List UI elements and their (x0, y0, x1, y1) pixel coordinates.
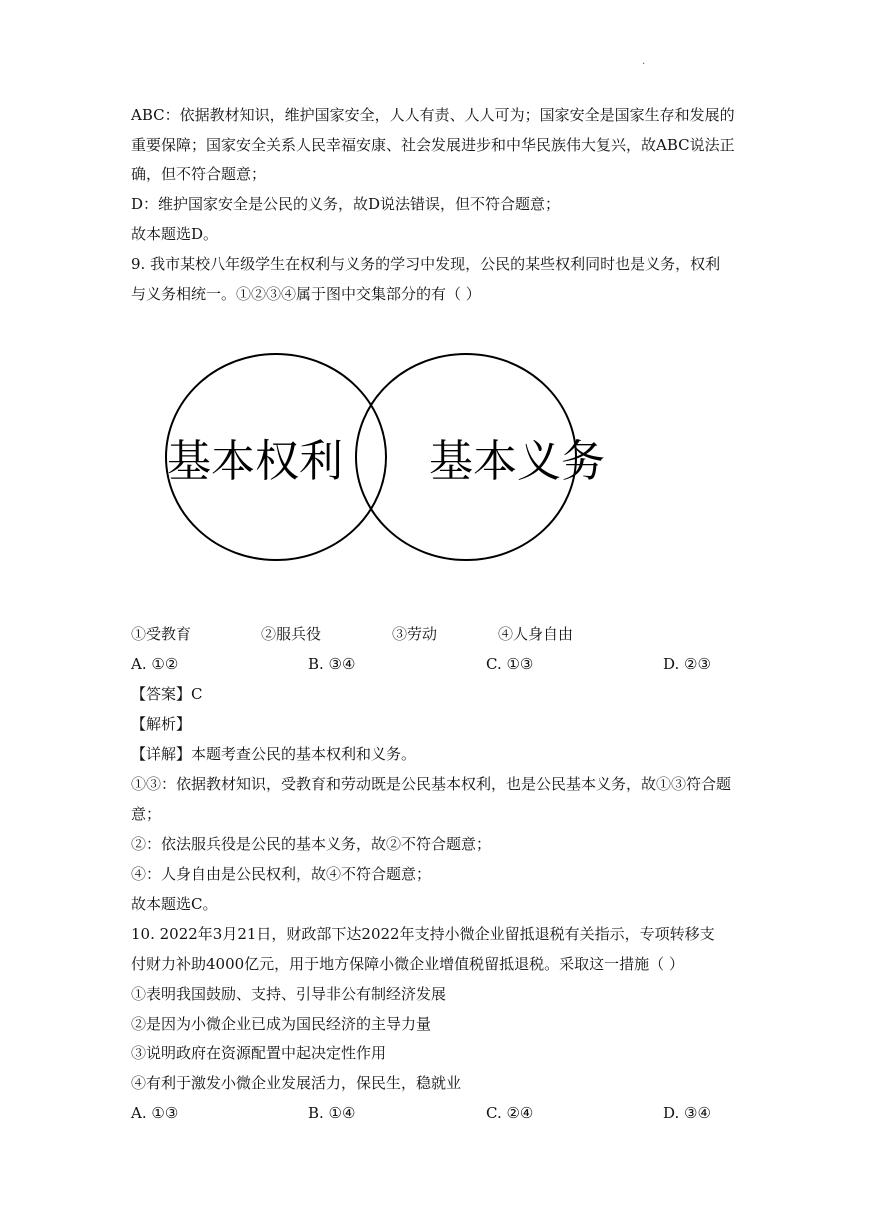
q9-item-2: ②服兵役 (261, 625, 322, 643)
q9-option-b: B. ③④ (308, 655, 356, 673)
q9-conclusion: 故本题选C。 (131, 895, 218, 913)
q8-explanation-line-1: ABC：依据教材知识，维护国家安全，人人有责、人人可为；国家安全是国家生存和发展的 (131, 106, 735, 124)
q9-analysis-title: 【解析】 (131, 715, 192, 733)
q9-answer: 【答案】C (131, 685, 203, 703)
q10-option-c: C. ②④ (486, 1104, 534, 1122)
q10-statement-1: ①表明我国鼓励、支持、引导非公有制经济发展 (131, 985, 447, 1003)
duties-label: 基本义务 (429, 436, 605, 487)
venn-diagram (131, 318, 641, 583)
q10-statement-4: ④有利于激发小微企业发展活力，保民生，稳就业 (131, 1074, 462, 1092)
q9-explanation-3: ④：人身自由是公民权利，故④不符合题意； (131, 865, 432, 883)
q9-item-3: ③劳动 (392, 625, 438, 643)
q8-explanation-line-3: 确，但不符合题意； (131, 165, 267, 183)
q9-item-4: ④人身自由 (498, 625, 574, 643)
q10-option-b: B. ①④ (308, 1104, 356, 1122)
q9-stem-line-2: 与义务相统一。①②③④属于图中交集部分的有（ ） (131, 285, 481, 303)
q9-option-a: A. ①② (131, 655, 179, 673)
q10-stem-line-1: 10. 2022年3月21日，财政部下达2022年支持小微企业留抵退税有关指示，专项转移支 (131, 925, 715, 943)
q10-option-d: D. ③④ (663, 1104, 711, 1122)
q10-statement-3: ③说明政府在资源配置中起决定性作用 (131, 1044, 387, 1062)
q8-explanation-line-2: 重要保障；国家安全关系人民幸福安康、社会发展进步和中华民族伟大复兴，故ABC说法正 (131, 136, 735, 154)
q9-detail: 【详解】本题考查公民的基本权利和义务。 (131, 745, 417, 763)
q9-option-d: D. ②③ (663, 655, 711, 673)
q9-explanation-1a: ①③：依据教材知识，受教育和劳动既是公民基本权利，也是公民基本义务，故①③符合题 (131, 775, 732, 793)
q9-item-1: ①受教育 (131, 625, 192, 643)
q10-option-a: A. ①③ (131, 1104, 179, 1122)
q10-statement-2: ②是因为小微企业已成为国民经济的主导力量 (131, 1015, 432, 1033)
q10-stem-line-2: 付财力补助4000亿元，用于地方保障小微企业增值税留抵退税。采取这一措施（ ） (131, 955, 684, 973)
q8-conclusion: 故本题选D。 (131, 225, 219, 243)
q8-explanation-line-4: D：维护国家安全是公民的义务，故D说法错误，但不符合题意； (131, 195, 561, 213)
q9-option-c: C. ①③ (486, 655, 534, 673)
q9-explanation-1b: 意； (131, 805, 162, 823)
rights-label: 基本权利 (167, 436, 343, 487)
q9-stem-line-1: 9. 我市某校八年级学生在权利与义务的学习中发现，公民的某些权利同时也是义务，权利 (131, 255, 721, 273)
q9-explanation-2: ②：依法服兵役是公民的基本义务，故②不符合题意； (131, 835, 492, 853)
page-mark: . (642, 56, 646, 67)
